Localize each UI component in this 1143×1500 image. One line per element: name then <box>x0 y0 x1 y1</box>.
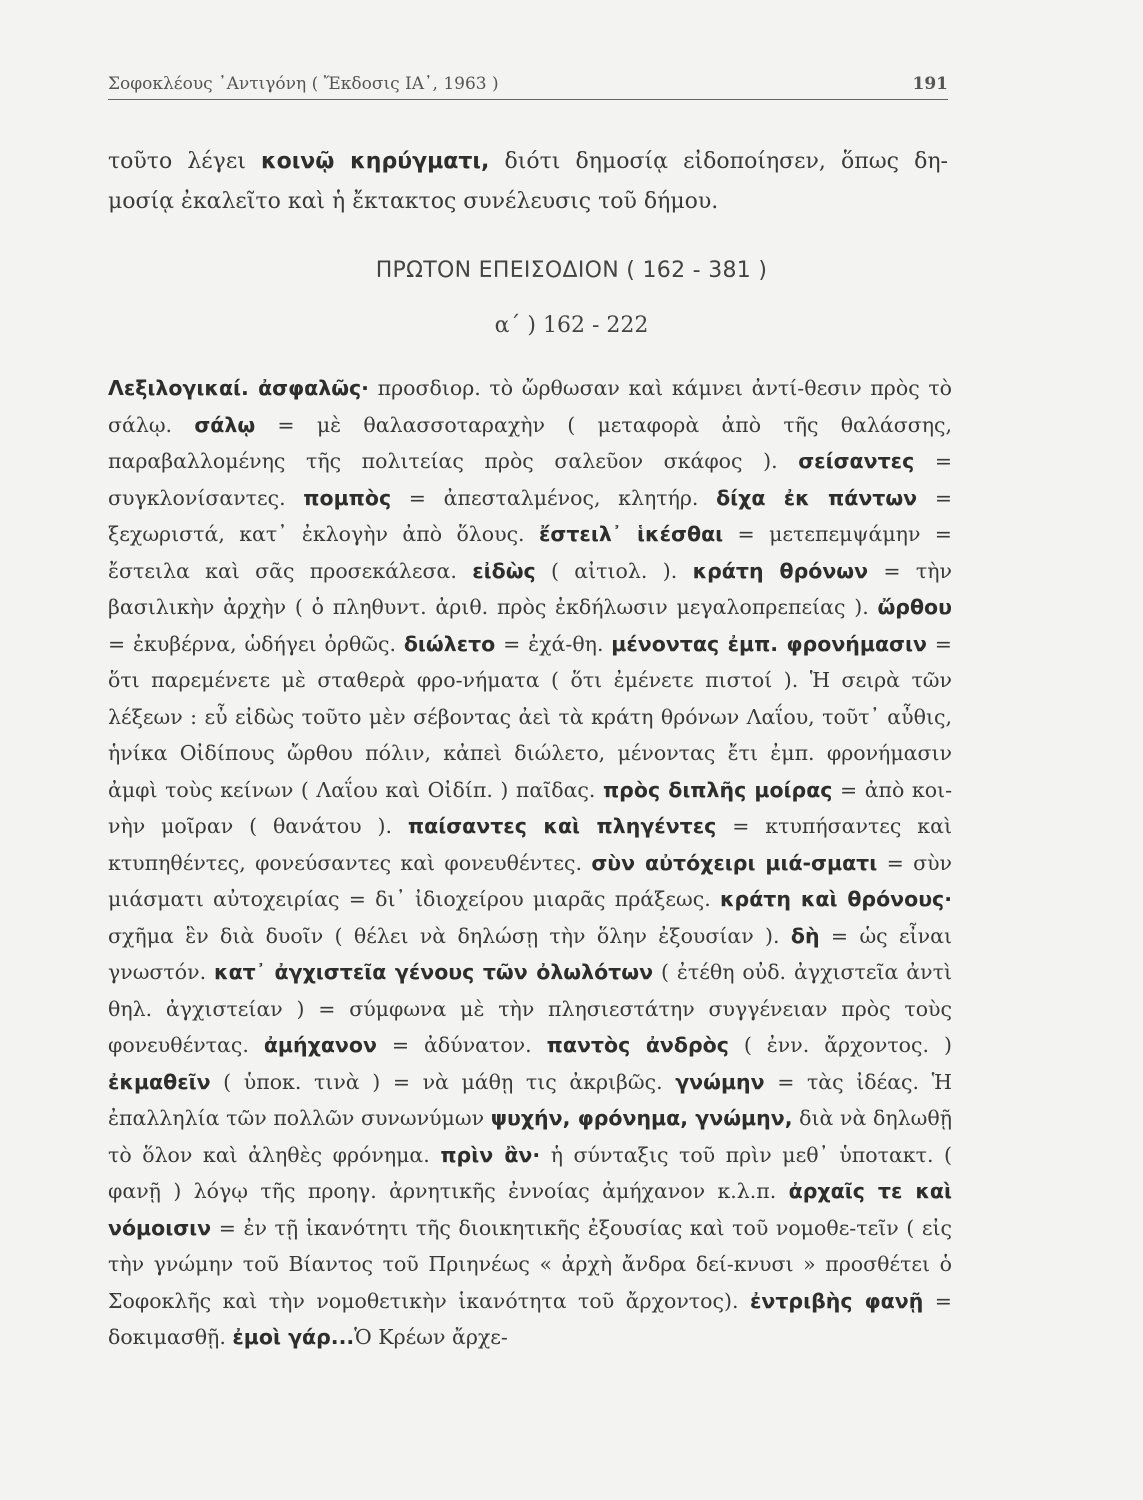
gloss-definition: ( αἰτιολ. ). <box>535 558 693 583</box>
gloss-definition: προσδιορ. τὸ ὤρθωσαν καὶ κάμνει ἀντί-θεσιν πρὸς τὸ σάλῳ. <box>108 376 953 437</box>
gloss-term: ἔστειλ᾽ ἱκέσθαι <box>538 522 724 546</box>
gloss-term: πρὶν ἂν· <box>440 1142 541 1167</box>
gloss-term: δὴ <box>790 923 820 948</box>
gloss-term: ψυχήν, φρόνημα, γνώμην, <box>490 1106 793 1130</box>
gloss-term: ἐκμαθεῖν <box>108 1069 211 1094</box>
gloss-definition: = κτυπήσαντες καὶ κτυπηθέντες, φονεύσαντες καὶ φονευθέντες. <box>108 814 952 875</box>
gloss-definition: = ἐν τῇ ἱκανότητι τῆς διοικητικῆς ἐξουσίας καὶ τοῦ νομοθε-τεῖν ( εἰς τὴν γνώμην τοῦ Βίαντος τοῦ Πριηνέως « ἀρχὴ ἄνδρα δεί-κνυσι » προσθέτει ὁ Σοφοκλῆς καὶ τὴν νομοθετικὴν ἱκανότητα τοῦ ἄρχοντος). <box>108 1215 952 1313</box>
running-title: Σοφοκλέους ᾽Αντιγόνη ( Ἔκδοσις ΙΑ᾽, 1963 ) <box>108 74 499 94</box>
intro-keyword: κοινῷ κηρύγματι, <box>260 149 490 174</box>
gloss-definition: = ξεχωριστά, κατ᾽ ἐκλογὴν ἀπὸ ὅλους. <box>108 485 952 546</box>
gloss-definition: = μετεπεμψάμην = ἔστειλα καὶ σᾶς προσεκάλεσα. <box>108 522 952 583</box>
gloss-term: πομπὸς <box>303 485 392 510</box>
gloss-definition: = ἀπὸ κοι-νὴν μοῖραν ( θανάτου ). <box>108 777 952 838</box>
gloss-term: διώλετο <box>403 631 496 656</box>
gloss-term: ἀρχαῖς τε καὶ νόμοισιν <box>108 1179 952 1240</box>
gloss-term: Λεξιλογικαί. ἀσφαλῶς· <box>108 376 369 400</box>
gloss-term: σείσαντες <box>798 449 915 473</box>
gloss-definition: = ἐκυβέρνα, ὡδήγει ὀρθῶς. <box>108 631 404 656</box>
gloss-definition: = τὰς ἰδέας. Ἡ ἐπαλληλία τῶν πολλῶν συνωνύμων <box>108 1069 952 1130</box>
gloss-term: κράτη καὶ θρόνους· <box>719 887 952 911</box>
page-number: 191 <box>912 74 948 94</box>
gloss-term: σὺν αὐτόχειρι μιά-σματι <box>591 850 878 875</box>
gloss-definition: = δοκιμασθῇ. <box>108 1288 952 1349</box>
gloss-term: ἀμήχανον <box>263 1033 377 1057</box>
gloss-term: ἐμοὶ γάρ... <box>232 1325 355 1349</box>
gloss-definition: = ὅτι παρεμένετε μὲ σταθερὰ φρο-νήματα ( ὅτι ἐμένετε πιστοί ). Ἡ σειρὰ τῶν λέξεων : εὖ εἰδὼς τοῦτο μὲν σέβοντας ἀεὶ τὰ κράτη θρόνων Λαΐου, τοῦτ᾽ αὖθις, ἡνίκα Οἰδίπους ὤρθου πόλιν, κἀπεὶ διώλετο, μένοντας ἔτι ἐμπ. φρονήμασιν ἀμφὶ τοὺς κείνων ( Λαΐου καὶ Οἰδίπ. ) παῖδας. <box>108 631 952 802</box>
gloss-term: κράτη θρόνων <box>692 558 869 583</box>
gloss-definition: ( ὑποκ. τινὰ ) = νὰ μάθῃ τις ἀκριβῶς. <box>210 1069 676 1094</box>
gloss-definition: = συγκλονίσαντες. <box>108 449 952 510</box>
intro-paragraph <box>108 142 948 222</box>
gloss-term: κατ᾽ ἀγχιστεῖα γένους τῶν ὀλωλότων <box>214 960 654 984</box>
gloss-term: δίχα ἐκ πάντων <box>716 485 918 510</box>
gloss-term: παντὸς ἀνδρὸς <box>546 1033 729 1057</box>
gloss-definition: = ἐχά-θη. <box>495 631 612 656</box>
gloss-definition: = ἀδύνατον. <box>376 1033 547 1057</box>
glossary-paragraph <box>108 370 952 1356</box>
gloss-term: εἰδὼς <box>472 558 536 583</box>
gloss-term: ὤρθου <box>877 595 952 619</box>
gloss-term: πρὸς διπλῆς μοίρας <box>602 777 833 802</box>
header-rule <box>108 99 948 100</box>
gloss-definition: σχῆμα ἓν διὰ δυοῖν ( θέλει νὰ δηλώσῃ τὴν ὅλην ἐξουσίαν ). <box>108 923 791 948</box>
running-head <box>108 74 948 94</box>
intro-text: τοῦτο λέγει <box>108 149 261 174</box>
section-title: ΠΡΩΤΟΝ ΕΠΕΙΣΟΔΙΟΝ ( 162 - 381 ) <box>375 258 768 283</box>
gloss-definition: = ὡς εἶναι γνωστόν. <box>108 923 952 984</box>
gloss-definition: = τὴν βασιλικὴν ἀρχὴν ( ὁ πληθυντ. ἀριθ. πρὸς ἐκδήλωσιν μεγαλοπρεπείας ). <box>108 558 952 619</box>
gloss-definition: = μὲ θαλασσοταραχὴν ( μεταφορὰ ἀπὸ τῆς θαλάσσης, παραβαλλομένης τῆς πολιτείας πρὸς σαλεῦον σκάφος ). <box>108 412 952 473</box>
gloss-definition: Ὁ Κρέων ἄρχε- <box>354 1325 508 1349</box>
gloss-definition: ( ἐτέθη οὐδ. ἀγχιστεῖα ἀντὶ θηλ. ἀγχιστείαν ) = σύμφωνα μὲ τὴν πλησιεστάτην συγγένειαν πρὸς τοὺς φονευθέντας. <box>108 960 952 1057</box>
gloss-definition: ἡ σύνταξις τοῦ πρὶν μεθ᾽ ὑποτακτ. ( φανῇ ) λόγῳ τῆς προηγ. ἀρνητικῆς ἐννοίας ἀμήχανον κ.λ.π. <box>108 1142 952 1203</box>
gloss-definition: = ἀπεσταλμένος, κλητήρ. <box>391 485 717 510</box>
gloss-term: γνώμην <box>675 1069 765 1094</box>
gloss-term: μένοντας ἐμπ. φρονήμασιν <box>611 631 927 656</box>
gloss-term: σάλῳ <box>194 412 256 437</box>
gloss-definition: διὰ νὰ δηλωθῇ τὸ ὅλον καὶ ἀληθὲς φρόνημα. <box>108 1106 952 1167</box>
gloss-definition: = σὺν μιάσματι αὐτοχειρίας = δι᾽ ἰδιοχείρου μιαρᾶς πράξεως. <box>108 850 952 911</box>
gloss-term: ἐντριβὴς φανῇ <box>749 1288 924 1313</box>
gloss-definition: ( ἐνν. ἄρχοντος. ) <box>728 1033 952 1057</box>
section-subtitle: α΄ ) 162 - 222 <box>494 313 649 338</box>
intro-text: διότι δημοσίᾳ εἰδοποίησεν, ὅπως δη-μοσίᾳ ἐκαλεῖτο καὶ ἡ ἔκτακτος συνέλευσις τοῦ δήμου. <box>108 149 948 214</box>
gloss-term: παίσαντες καὶ πληγέντες <box>407 814 717 838</box>
